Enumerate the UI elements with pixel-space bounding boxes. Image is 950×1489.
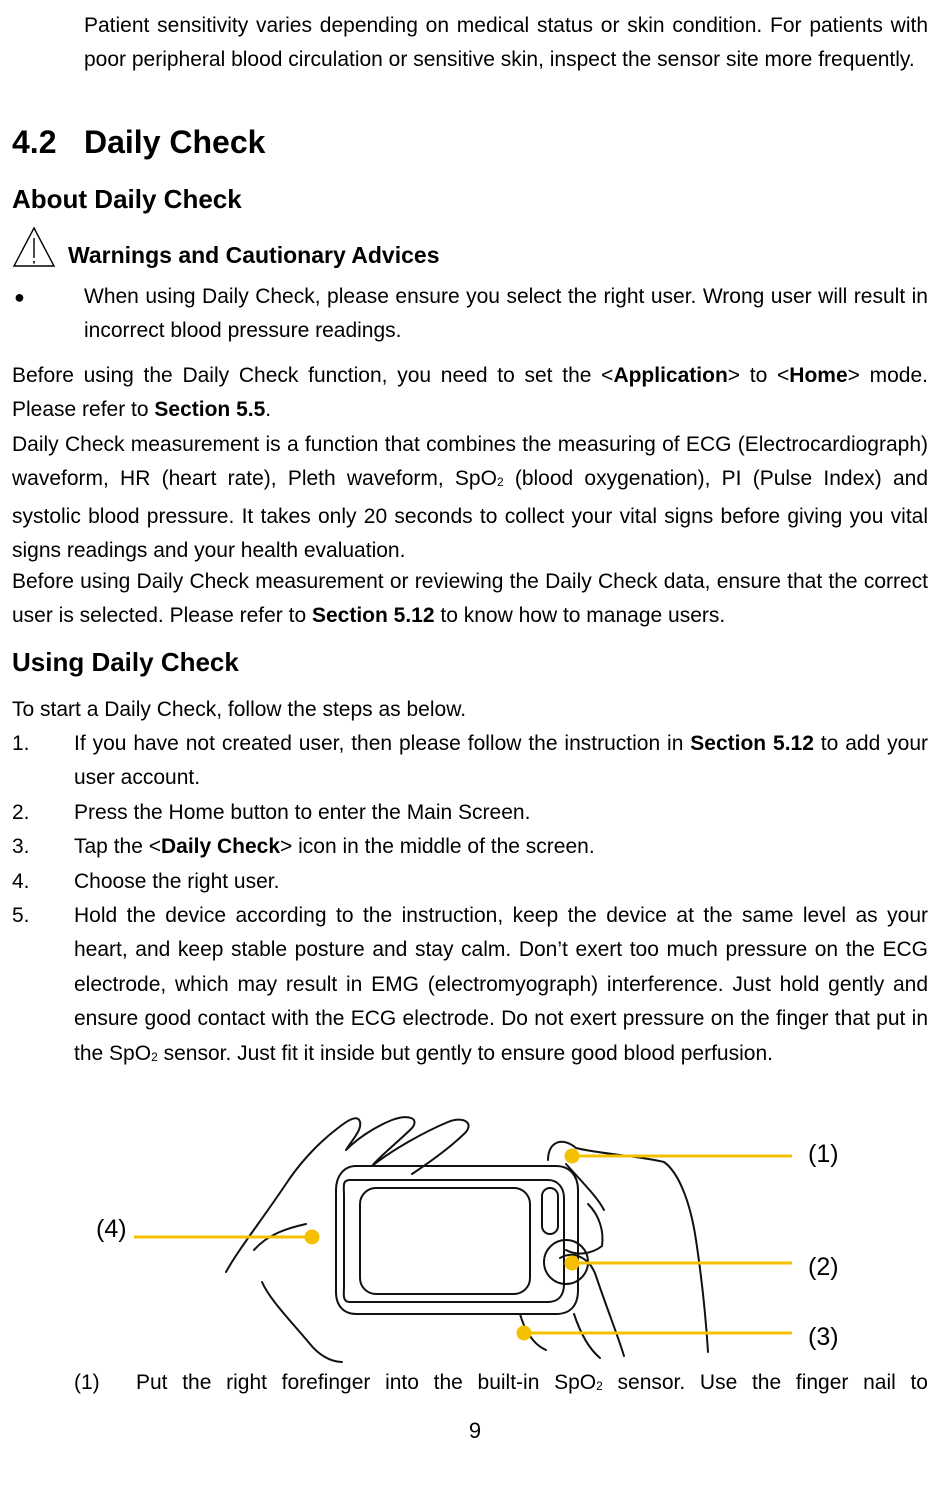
note-1: Put the right forefinger into the built-in SpO2 sensor. Use the finger nail to: [136, 1371, 928, 1394]
paragraph-select-user: Before using Daily Check measurement or reviewing the Daily Check data, ensure that the correct user is selected. Please refer to Section 5.12 to know how to manage users.: [12, 570, 928, 628]
section-title: Daily Check: [84, 124, 266, 160]
about-heading: About Daily Check: [12, 184, 242, 214]
callout-label-3: (3): [808, 1323, 839, 1351]
callout-label-2: (2): [808, 1253, 839, 1281]
warning-header: [12, 226, 439, 270]
step-number: 5.: [12, 904, 30, 927]
callout-dot-1: [566, 1150, 578, 1162]
bullet-icon: ●: [14, 287, 25, 307]
step-5: Hold the device according to the instruction, keep the device at the same level as your heart, and keep stable posture and stay calm. Don’t exert too much pressure on the ECG electrode, which may result in EMG (electromyograph) interference. Just hold gently and ensure good contact with the ECG electrode. Do not exert pressure on the finger that put in the SpO2 sensor. Just fit it inside but gently to ensure good blood perfusion.: [74, 904, 928, 1065]
left-hand: [226, 1117, 469, 1272]
callout-dot-2: [566, 1257, 578, 1269]
callout-dot-4: [306, 1231, 318, 1243]
step-4: Choose the right user.: [74, 870, 280, 893]
callout-label-4: (4): [96, 1215, 127, 1243]
warning-heading: Warnings and Cautionary Advices: [68, 242, 440, 268]
paragraph-application-mode: Before using the Daily Check function, you need to set the <Application> to <Home> mode. Please refer to Section 5.5.: [12, 364, 928, 422]
section-heading: [12, 120, 265, 164]
device-screen: [360, 1188, 530, 1294]
paragraph-daily-check-description: Daily Check measurement is a function that combines the measuring of ECG (Electrocardiograph) waveform, HR (heart rate), Pleth waveform, SpO2 (blood oxygenation), PI (Pulse Index) and systolic blood pressure. It takes only 20 seconds to collect your vital signs before giving you vital signs readings and your health evaluation.: [12, 433, 929, 563]
callout-label-1: (1): [808, 1140, 839, 1168]
step-number: 3.: [12, 835, 30, 858]
step-number: 2.: [12, 801, 30, 824]
step-number: 4.: [12, 870, 30, 893]
warning-triangle-icon: [12, 226, 56, 270]
intro-paragraph: Patient sensitivity varies depending on medical status or skin condition. For patients with poor peripheral blood circulation or sensitive skin, inspect the sensor site more frequently.: [84, 14, 928, 72]
step-1: If you have not created user, then please follow the instruction in Section 5.12 to add your user account.: [74, 732, 928, 790]
step-3: Tap the <Daily Check> icon in the middle of the screen.: [74, 835, 595, 858]
callout-dot-3: [518, 1327, 530, 1339]
page-number: 9: [468, 1418, 482, 1443]
section-number: 4.2: [12, 124, 57, 160]
step-2: Press the Home button to enter the Main Screen.: [74, 801, 531, 824]
step-number: 1.: [12, 732, 30, 755]
using-heading: Using Daily Check: [12, 647, 239, 677]
note-number: (1): [74, 1371, 100, 1394]
steps-intro: To start a Daily Check, follow the steps as below.: [12, 698, 467, 721]
callout-lines: [134, 1150, 792, 1339]
warning-item: When using Daily Check, please ensure you select the right user. Wrong user will result in incorrect blood pressure readings.: [84, 285, 928, 343]
